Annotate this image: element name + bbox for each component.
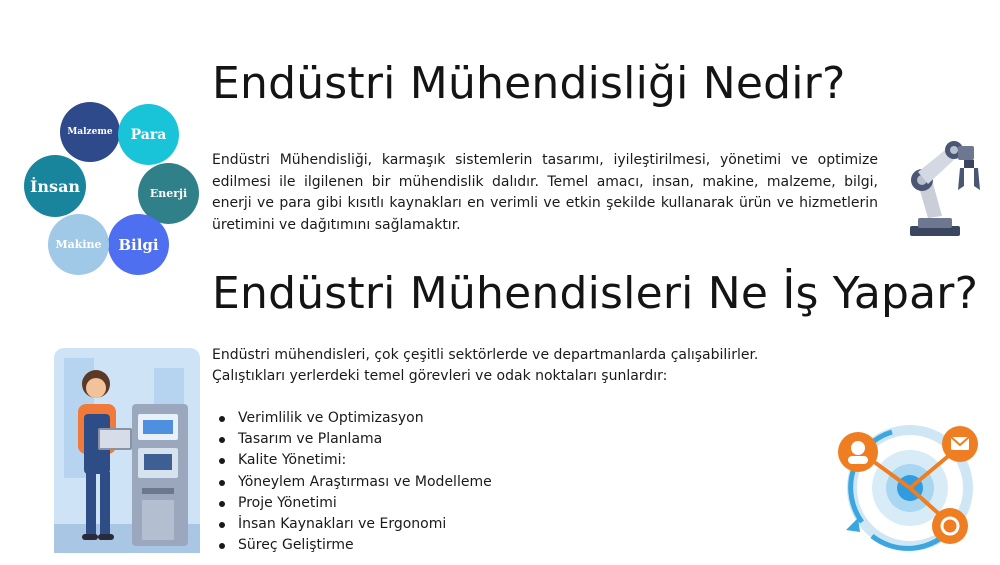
resource-circle-insan [24, 155, 86, 217]
duties-list [212, 408, 492, 556]
list-item: Verimlilik ve Optimizasyon [212, 408, 492, 429]
list-item: Tasarım ve Planlama [212, 429, 492, 450]
resource-label: Makine [55, 238, 102, 251]
heading-what-is: Endüstri Mühendisliği Nedir? [212, 58, 846, 109]
heading-what-they-do: Endüstri Mühendisleri Ne İş Yapar? [212, 268, 979, 319]
resource-label: Malzeme [67, 127, 113, 137]
resource-circle-malzeme [60, 102, 120, 162]
resource-label: İnsan [29, 176, 81, 196]
robot-arm-icon [888, 132, 988, 242]
resource-circle-para [118, 104, 179, 165]
resource-circle-makine [48, 214, 109, 275]
resource-circle-bilgi [108, 214, 169, 275]
list-item: Kalite Yönetimi: [212, 450, 492, 471]
list-item: Süreç Geliştirme [212, 535, 492, 556]
engineer-illustration [54, 348, 200, 553]
list-item: Yöneylem Araştırması ve Modelleme [212, 472, 492, 493]
intro-line-2: Çalıştıkları yerlerdeki temel görevleri ve odak noktaları şunlardır: [212, 368, 668, 384]
intro-line-1: Endüstri mühendisleri, çok çeşitli sektörlerde ve departmanlarda çalışabilirler. [212, 347, 759, 363]
target-network-icon [832, 418, 980, 554]
list-item: Proje Yönetimi [212, 493, 492, 514]
list-item: İnsan Kaynakları ve Ergonomi [212, 514, 492, 535]
resource-label: Para [130, 126, 167, 143]
duties-intro [212, 345, 812, 387]
resource-label: Bilgi [118, 235, 159, 254]
definition-paragraph: Endüstri Mühendisliği, karmaşık sistemlerin tasarımı, iyileştirilmesi, yönetimi ve optimize edilmesi ile ilgilenen bir mühendislik dalıdır. Temel amacı, insan, makine, malzeme, bilgi, enerji ve para gibi kısıtlı kaynakları en verimli ve etkin şekilde kullanarak ürün ve hizmetlerin üretimini ve dağıtımını sağlamaktır. [212, 152, 878, 233]
resource-label: Enerji [149, 187, 188, 200]
